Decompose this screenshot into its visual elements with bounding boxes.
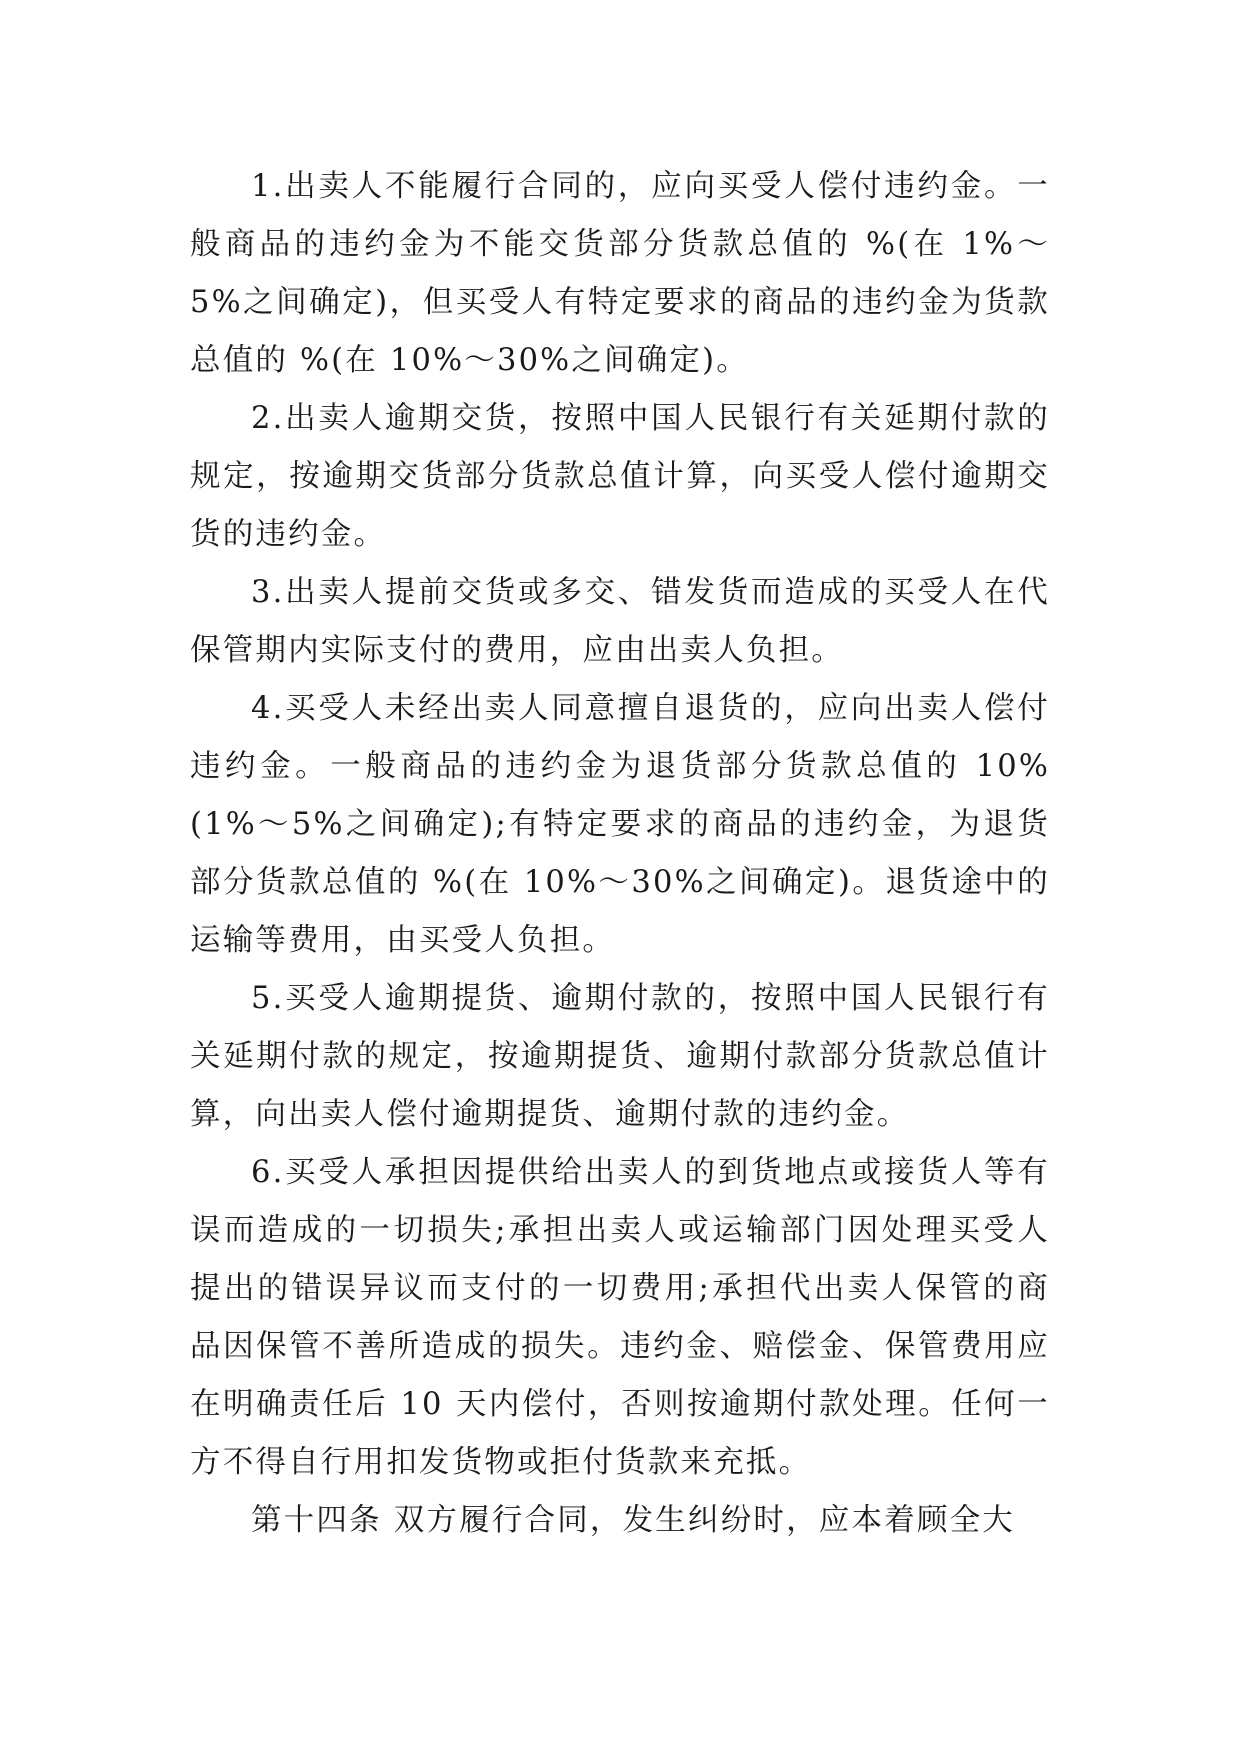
clause-4-paragraph: 4.买受人未经出卖人同意擅自退货的，应向出卖人偿付违约金。一般商品的违约金为退货部分货款总值的 10%(1%～5%之间确定);有特定要求的商品的违约金，为退货部分货款总值的 %(在 10%～30%之间确定)。退货途中的运输等费用，由买受人负担。 xyxy=(190,691,1050,958)
clause-6-paragraph: 6.买受人承担因提供给出卖人的到货地点或接货人等有误而造成的一切损失;承担出卖人或运输部门因处理买受人提出的错误异议而支付的一切费用;承担代出卖人保管的商品因保管不善所造成的损失。违约金、赔偿金、保管费用应在明确责任后 10 天内偿付，否则按逾期付款处理。任何一方不得自行用扣发货物或拒付货款来充抵。 xyxy=(190,1155,1050,1480)
clause-1-paragraph: 1.出卖人不能履行合同的，应向买受人偿付违约金。一般商品的违约金为不能交货部分货款总值的 %(在 1%～5%之间确定)，但买受人有特定要求的商品的违约金为货款总值的 %(在 10%～30%之间确定)。 xyxy=(190,169,1050,378)
clause-5-paragraph: 5.买受人逾期提货、逾期付款的，按照中国人民银行有关延期付款的规定，按逾期提货、逾期付款部分货款总值计算，向出卖人偿付逾期提货、逾期付款的违约金。 xyxy=(190,981,1050,1132)
clause-3-paragraph: 3.出卖人提前交货或多交、错发货而造成的买受人在代保管期内实际支付的费用，应由出卖人负担。 xyxy=(190,575,1050,668)
clause-2-paragraph: 2.出卖人逾期交货，按照中国人民银行有关延期付款的规定，按逾期交货部分货款总值计算，向买受人偿付逾期交货的违约金。 xyxy=(190,401,1050,552)
article-14-paragraph: 第十四条 双方履行合同，发生纠纷时，应本着顾全大 xyxy=(251,1503,1015,1538)
document-body xyxy=(190,158,1050,1550)
